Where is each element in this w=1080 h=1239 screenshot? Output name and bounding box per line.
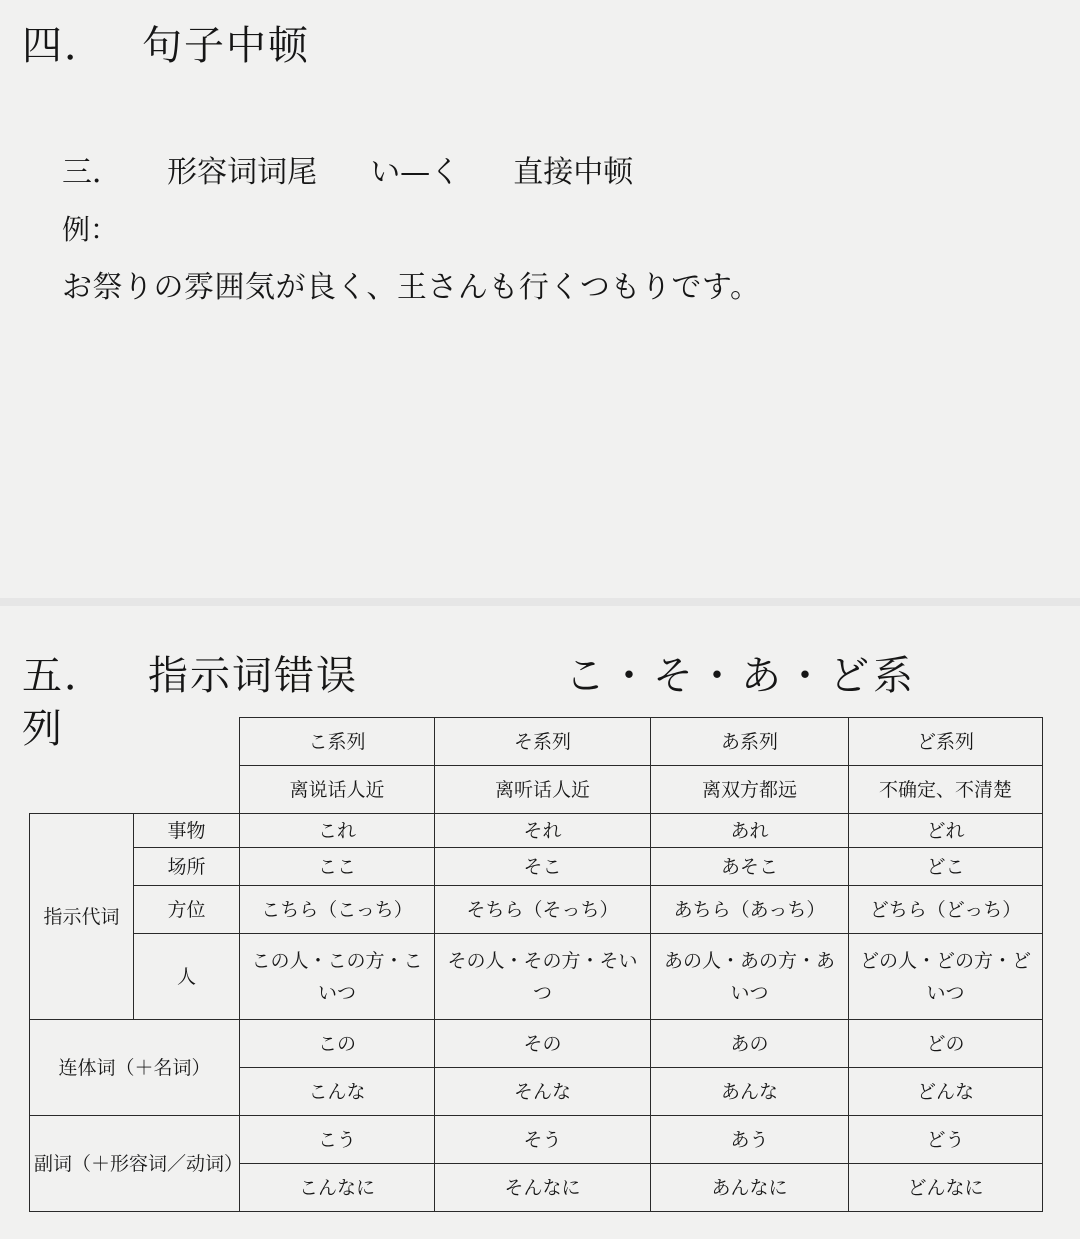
subsection-part-c: 直接中顿 bbox=[513, 155, 634, 190]
table-cell: この bbox=[240, 1020, 435, 1068]
table-cell: どう bbox=[849, 1116, 1043, 1164]
section-5-title-text: 指示词错误 bbox=[148, 653, 358, 699]
header-so: そ系列 bbox=[435, 718, 651, 766]
group-label-pronoun: 指示代词 bbox=[30, 814, 134, 1020]
table-cell: そんなに bbox=[435, 1164, 651, 1212]
table-cell: その bbox=[435, 1020, 651, 1068]
example-label: 例： bbox=[62, 213, 119, 246]
table-cell: あんな bbox=[651, 1068, 849, 1116]
section-5-title-wrap: 列 bbox=[22, 706, 62, 752]
section-5-title bbox=[22, 644, 358, 701]
table-cell: そんな bbox=[435, 1068, 651, 1116]
distance-ko: 离说话人近 bbox=[240, 766, 435, 814]
row-label: 方位 bbox=[134, 886, 240, 934]
subsection-part-a: 形容词词尾 bbox=[167, 155, 318, 190]
table-cell: この人・この方・こいつ bbox=[240, 934, 435, 1020]
panel-divider bbox=[0, 598, 1080, 606]
row-label: 事物 bbox=[134, 814, 240, 848]
table-cell: そう bbox=[435, 1116, 651, 1164]
section-5-title-right: こ・そ・あ・ど系 bbox=[565, 653, 917, 699]
distance-so: 离听话人近 bbox=[435, 766, 651, 814]
table-cell: あんなに bbox=[651, 1164, 849, 1212]
distance-a: 离双方都远 bbox=[651, 766, 849, 814]
section-5-number: 五． bbox=[22, 653, 106, 699]
subsection-title bbox=[62, 147, 633, 191]
row-label: 人 bbox=[134, 934, 240, 1020]
table-cell: ここ bbox=[240, 848, 435, 886]
table-cell: そちら（そっち） bbox=[435, 886, 651, 934]
header-a: あ系列 bbox=[651, 718, 849, 766]
distance-do: 不确定、不清楚 bbox=[849, 766, 1043, 814]
table-cell: そこ bbox=[435, 848, 651, 886]
section-4-number: 四． bbox=[22, 23, 106, 69]
table-cell: あの bbox=[651, 1020, 849, 1068]
table-cell: あう bbox=[651, 1116, 849, 1164]
section-4-title-text: 句子中顿 bbox=[142, 23, 310, 69]
table-cell: どちら（どっち） bbox=[849, 886, 1043, 934]
table-cell: それ bbox=[435, 814, 651, 848]
table-cell: どの bbox=[849, 1020, 1043, 1068]
table-cell: どんな bbox=[849, 1068, 1043, 1116]
section-4-title bbox=[22, 14, 310, 71]
table-cell: どれ bbox=[849, 814, 1043, 848]
table-cell: こんな bbox=[240, 1068, 435, 1116]
table-cell: あそこ bbox=[651, 848, 849, 886]
table-cell: あれ bbox=[651, 814, 849, 848]
group-label-adverb: 副词（＋形容词／动词） bbox=[30, 1116, 240, 1212]
header-do: ど系列 bbox=[849, 718, 1043, 766]
group-label-rentai: 连体词（＋名词） bbox=[30, 1020, 240, 1116]
table-cell: これ bbox=[240, 814, 435, 848]
row-label: 场所 bbox=[134, 848, 240, 886]
table-cell: こちら（こっち） bbox=[240, 886, 435, 934]
table-cell: こんなに bbox=[240, 1164, 435, 1212]
table-cell: どの人・どの方・どいつ bbox=[849, 934, 1043, 1020]
demonstrative-table bbox=[29, 717, 1043, 1212]
subsection-part-b: い—く bbox=[370, 155, 461, 190]
header-ko: こ系列 bbox=[240, 718, 435, 766]
table-cell: あの人・あの方・あいつ bbox=[651, 934, 849, 1020]
subsection-number: 三． bbox=[62, 155, 122, 190]
table-cell: その人・その方・そいつ bbox=[435, 934, 651, 1020]
table-corner-cell bbox=[30, 718, 240, 814]
table-cell: こう bbox=[240, 1116, 435, 1164]
table-cell: あちら（あっち） bbox=[651, 886, 849, 934]
table-cell: どこ bbox=[849, 848, 1043, 886]
example-sentence: お祭りの雰囲気が良く、王さんも行くつもりです。 bbox=[62, 270, 761, 305]
table-cell: どんなに bbox=[849, 1164, 1043, 1212]
section-4-panel bbox=[0, 0, 1080, 599]
